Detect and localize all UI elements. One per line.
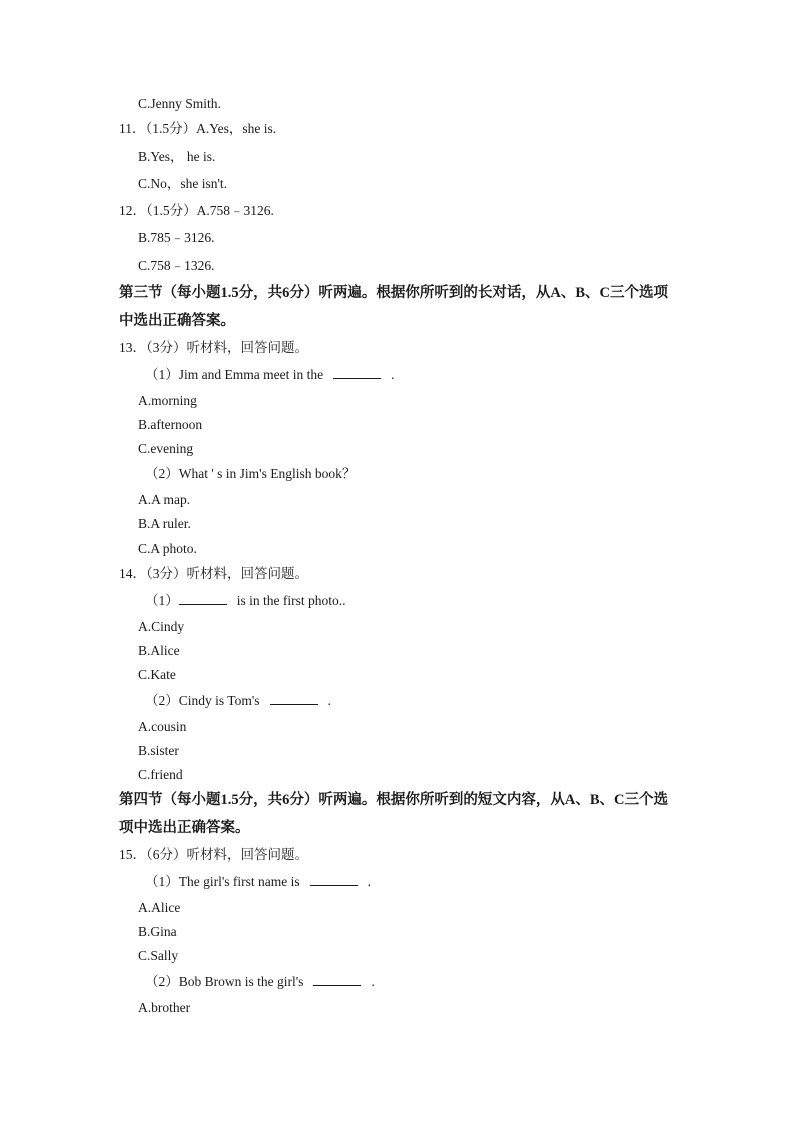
q14-1-option-c: C.Kate bbox=[138, 667, 176, 682]
q13-sub1-end: . bbox=[391, 367, 395, 382]
q14-sub2-end: . bbox=[327, 693, 331, 708]
q15-1-option-a: A.Alice bbox=[138, 900, 181, 915]
section-4-heading-cont: 项中选出正确答案。 bbox=[119, 820, 250, 836]
answer-blank bbox=[270, 693, 318, 705]
q13-stem: 13．（3分）听材料，回答问题。 bbox=[119, 340, 308, 355]
q11-stem-option-a: 11．（1.5分）A.Yes，she is. bbox=[119, 121, 277, 136]
answer-blank bbox=[310, 874, 358, 886]
q14-2-option-b: B.sister bbox=[138, 743, 179, 758]
q14-2-option-a: A.cousin bbox=[138, 719, 187, 734]
q14-1-option-b: B.Alice bbox=[138, 643, 180, 658]
section-4-heading: 第四节（每小题1.5分，共6分）听两遍。根据你所听到的短文内容，从A、B、C三个选 bbox=[119, 792, 668, 808]
q15-sub2-text: （2）Bob Brown is the girl's bbox=[145, 974, 304, 989]
q13-2-option-b: B.A ruler. bbox=[138, 516, 191, 531]
q14-stem: 14．（3分）听材料，回答问题。 bbox=[119, 566, 308, 581]
q15-sub2-end: . bbox=[371, 974, 375, 989]
q14-sub2 bbox=[145, 692, 331, 710]
q13-1-option-c: C.evening bbox=[138, 441, 194, 456]
q14-1-option-a: A.Cindy bbox=[138, 619, 185, 634]
q15-sub1-end: . bbox=[367, 874, 372, 889]
q11-option-b: B.Yes， he is. bbox=[138, 149, 216, 164]
section-3-heading-cont: 中选出正确答案。 bbox=[119, 313, 235, 329]
q15-1-option-c: C.Sally bbox=[138, 948, 179, 963]
q14-sub1-text: is in the first photo.. bbox=[236, 593, 346, 608]
q13-2-option-c: C.A photo. bbox=[138, 541, 197, 556]
answer-blank bbox=[179, 593, 227, 605]
q12-option-b: B.785﹣3126. bbox=[138, 230, 215, 245]
q11-option-c: C.No，she isn't. bbox=[138, 176, 228, 191]
q14-sub2-text: （2）Cindy is Tom's bbox=[145, 693, 260, 708]
q15-sub1 bbox=[145, 873, 371, 891]
q13-1-option-a: A.morning bbox=[138, 393, 197, 408]
q10-option-c: C.Jenny Smith. bbox=[138, 96, 221, 111]
q12-option-c: C.758﹣1326. bbox=[138, 258, 215, 273]
q13-1-option-b: B.afternoon bbox=[138, 417, 203, 432]
q12-stem-option-a: 12．（1.5分）A.758﹣3126. bbox=[119, 203, 274, 218]
q13-2-option-a: A.A map. bbox=[138, 492, 191, 507]
q15-1-option-b: B.Gina bbox=[138, 924, 177, 939]
q14-sub1 bbox=[145, 592, 346, 610]
q14-sub1-num: （1） bbox=[145, 593, 179, 608]
q13-sub1 bbox=[145, 366, 394, 384]
answer-blank bbox=[333, 367, 381, 379]
q15-stem: 15．（6分）听材料，回答问题。 bbox=[119, 847, 308, 862]
q13-sub1-text: （1）Jim and Emma meet in the bbox=[145, 367, 324, 382]
q15-2-option-a: A.brother bbox=[138, 1000, 191, 1015]
q13-sub2: （2）What ' s in Jim's English book？ bbox=[145, 466, 356, 481]
q14-2-option-c: C.friend bbox=[138, 767, 183, 782]
q15-sub2 bbox=[145, 973, 375, 991]
q15-sub1-text: （1）The girl's first name is bbox=[145, 874, 300, 889]
answer-blank bbox=[313, 974, 361, 986]
section-3-heading: 第三节（每小题1.5分，共6分）听两遍。根据你所听到的长对话，从A、B、C三个选项 bbox=[119, 285, 668, 301]
